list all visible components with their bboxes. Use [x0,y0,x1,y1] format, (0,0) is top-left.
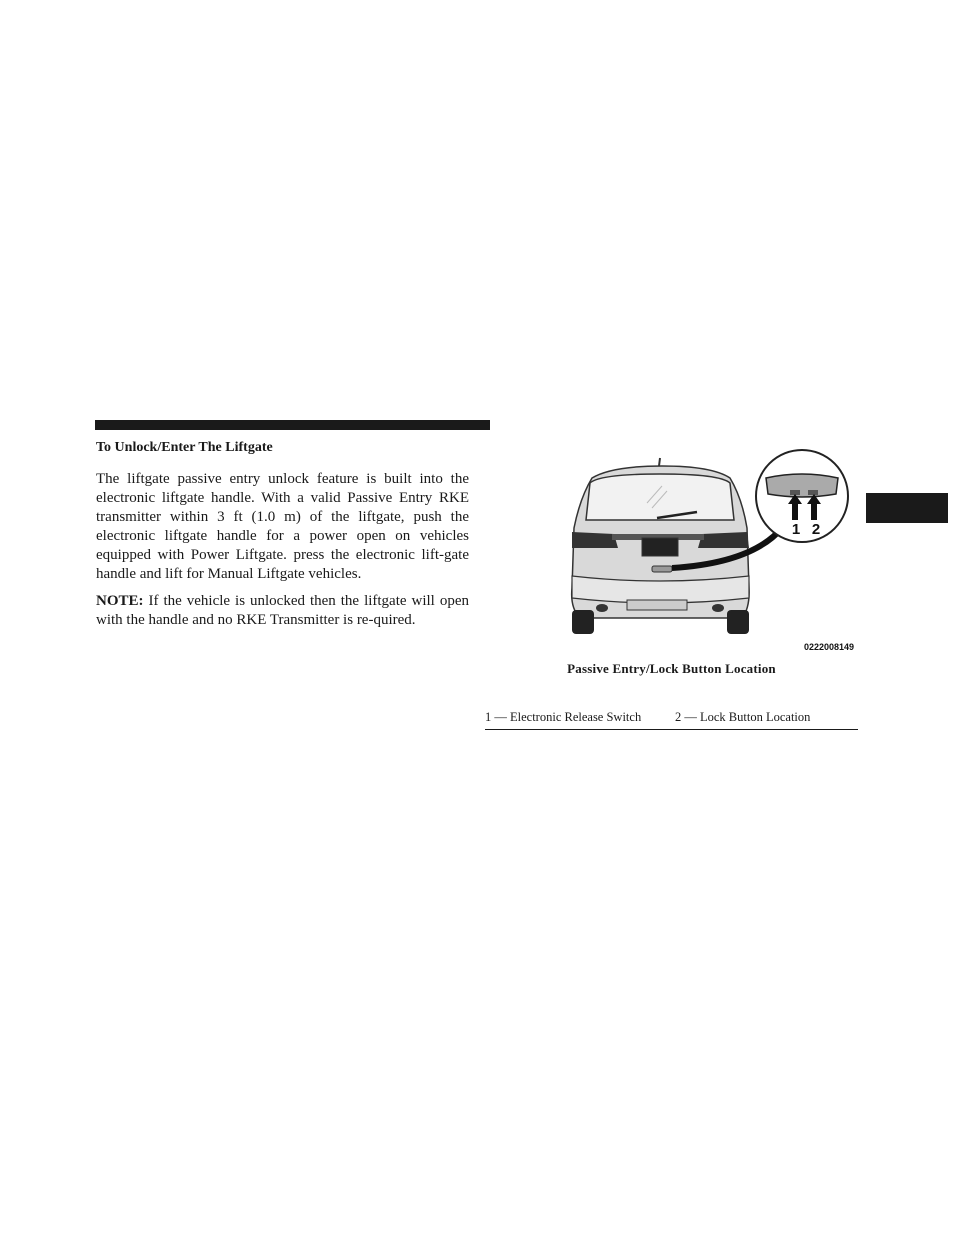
tire-left [572,610,594,634]
note-paragraph [96,592,469,630]
switch-2 [808,490,818,495]
exhaust-right [712,604,724,612]
tire-right [727,610,749,634]
callout-label-2: 2 [811,521,821,538]
section-heading: To Unlock/Enter The Liftgate [96,440,273,455]
liftgate-illustration [552,448,862,658]
license-plate [642,538,678,556]
rear-window [586,474,734,520]
handle-closeup [766,474,838,497]
exhaust-left [596,604,608,612]
tail-light-left [572,532,618,548]
legend-item-2: 2 — Lock Button Location [675,710,811,724]
figure-legend [485,708,858,726]
bumper-panel [627,600,687,610]
section-rule [95,420,490,430]
paragraph-passive-entry: The liftgate passive entry unlock feature is built into the electronic liftgate handle. With a valid Passive Entry RKE transmitter within 3 ft (1.0 m) of the liftgate, push the electronic liftgate handle for a power open on vehicles equipped with Power Liftgate. press the electronic lift-gate handle and lift for Manual Liftgate vehicles. [96,471,469,582]
tail-light-right [698,532,749,548]
chapter-tab [866,493,948,523]
antenna [659,458,660,466]
legend-item-1: 1 — Electronic Release Switch [485,710,642,724]
note-text: If the vehicle is unlocked then the liftgate will open with the handle and no RKE Transmitter is re-quired. [96,593,469,628]
legend-rule [485,729,858,730]
image-code: 0222008149 [803,642,854,652]
liftgate-handle [652,566,672,572]
text-column [96,438,469,638]
figure-caption: Passive Entry/Lock Button Location [567,661,776,676]
note-label: NOTE: [96,593,144,609]
callout-label-1: 1 [791,521,801,538]
